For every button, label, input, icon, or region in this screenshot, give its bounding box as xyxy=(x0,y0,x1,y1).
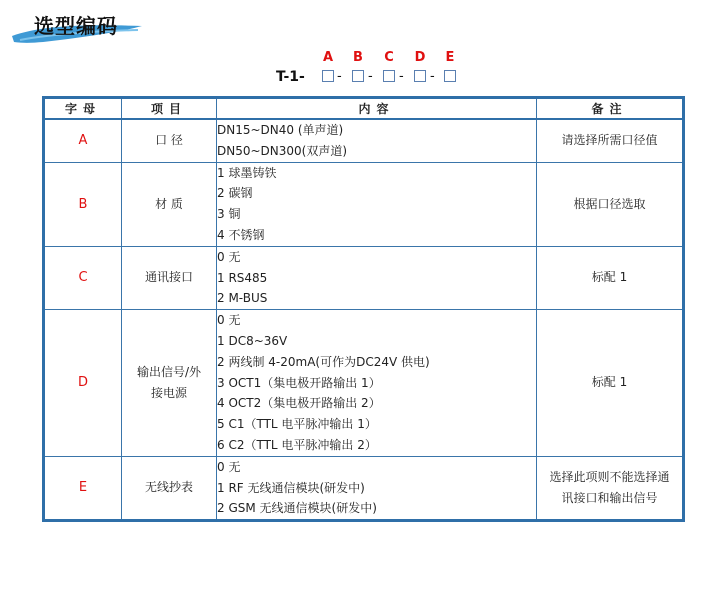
content-line: 0 无 xyxy=(217,459,241,474)
code-letter-b: B xyxy=(353,50,363,65)
row-content xyxy=(217,162,537,246)
content-line: 4 不锈钢 xyxy=(217,227,265,242)
row-letter: A xyxy=(44,119,122,162)
row-content xyxy=(217,246,537,309)
model-prefix: T-1- xyxy=(276,69,305,85)
section-title xyxy=(10,4,150,48)
content-line: 1 RS485 xyxy=(217,270,268,285)
code-letter-a: A xyxy=(322,50,334,65)
code-slot-c xyxy=(383,70,395,82)
code-slot-d xyxy=(414,70,426,82)
code-letter-d: D xyxy=(414,50,426,65)
table-row-e xyxy=(44,456,684,520)
content-line: 6 C2（TTL 电平脉冲输出 2） xyxy=(217,437,377,452)
row-letter: E xyxy=(44,456,122,520)
code-separator: - xyxy=(337,69,342,84)
content-line: 2 GSM 无线通信模块(研发中) xyxy=(217,501,377,516)
content-line: DN15~DN40 (单声道) xyxy=(217,123,344,137)
row-note: 标配 1 xyxy=(537,246,684,309)
model-code-letters xyxy=(0,50,708,66)
row-item: 无线抄表 xyxy=(122,456,217,520)
row-note: 标配 1 xyxy=(537,310,684,457)
content-line: 4 OCT2（集电极开路输出 2） xyxy=(217,396,381,411)
code-separator: - xyxy=(430,69,435,84)
table-header-row xyxy=(44,98,684,120)
code-slot-b xyxy=(352,70,364,82)
code-separator: - xyxy=(368,69,373,84)
content-line: 2 两线制 4-20mA(可作为DC24V 供电) xyxy=(217,354,430,369)
selection-code-table xyxy=(42,96,685,522)
content-line: 2 M-BUS xyxy=(217,291,268,306)
row-item: 输出信号/外接电源 xyxy=(122,310,217,457)
table-row-b xyxy=(44,162,684,246)
content-line: 0 无 xyxy=(217,313,241,328)
code-separator: - xyxy=(399,69,404,84)
content-line: 1 球墨铸铁 xyxy=(217,165,277,180)
row-content xyxy=(217,310,537,457)
code-slot-a xyxy=(322,70,334,82)
content-line: 3 铜 xyxy=(217,207,241,222)
header-content: 内容 xyxy=(217,98,537,120)
code-slot-e xyxy=(444,70,456,82)
row-letter: D xyxy=(44,310,122,457)
content-line: 2 碳钢 xyxy=(217,186,253,201)
code-letter-e: E xyxy=(445,50,455,65)
content-line: 1 RF 无线通信模块(研发中) xyxy=(217,480,365,495)
table-row-c xyxy=(44,246,684,309)
row-item: 通讯接口 xyxy=(122,246,217,309)
row-note: 请选择所需口径值 xyxy=(537,119,684,162)
content-line: 3 OCT1（集电极开路输出 1） xyxy=(217,375,381,390)
header-item: 项目 xyxy=(122,98,217,120)
row-content xyxy=(217,119,537,162)
content-line: 1 DC8~36V xyxy=(217,333,288,348)
content-line: 0 无 xyxy=(217,249,241,264)
code-letter-c: C xyxy=(384,50,394,65)
section-title-text: 选型编码 xyxy=(34,14,118,38)
model-code-template xyxy=(0,68,708,86)
row-item: 口 径 xyxy=(122,119,217,162)
row-note: 根据口径选取 xyxy=(537,162,684,246)
content-line: DN50~DN300(双声道) xyxy=(217,143,348,158)
row-letter: C xyxy=(44,246,122,309)
table-row-a xyxy=(44,119,684,162)
table-row-d xyxy=(44,310,684,457)
content-line: 5 C1（TTL 电平脉冲输出 1） xyxy=(217,417,377,432)
row-note: 选择此项则不能选择通讯接口和输出信号 xyxy=(537,456,684,520)
row-letter: B xyxy=(44,162,122,246)
header-letter: 字母 xyxy=(44,98,122,120)
row-content xyxy=(217,456,537,520)
row-item: 材 质 xyxy=(122,162,217,246)
header-note: 备注 xyxy=(537,98,684,120)
